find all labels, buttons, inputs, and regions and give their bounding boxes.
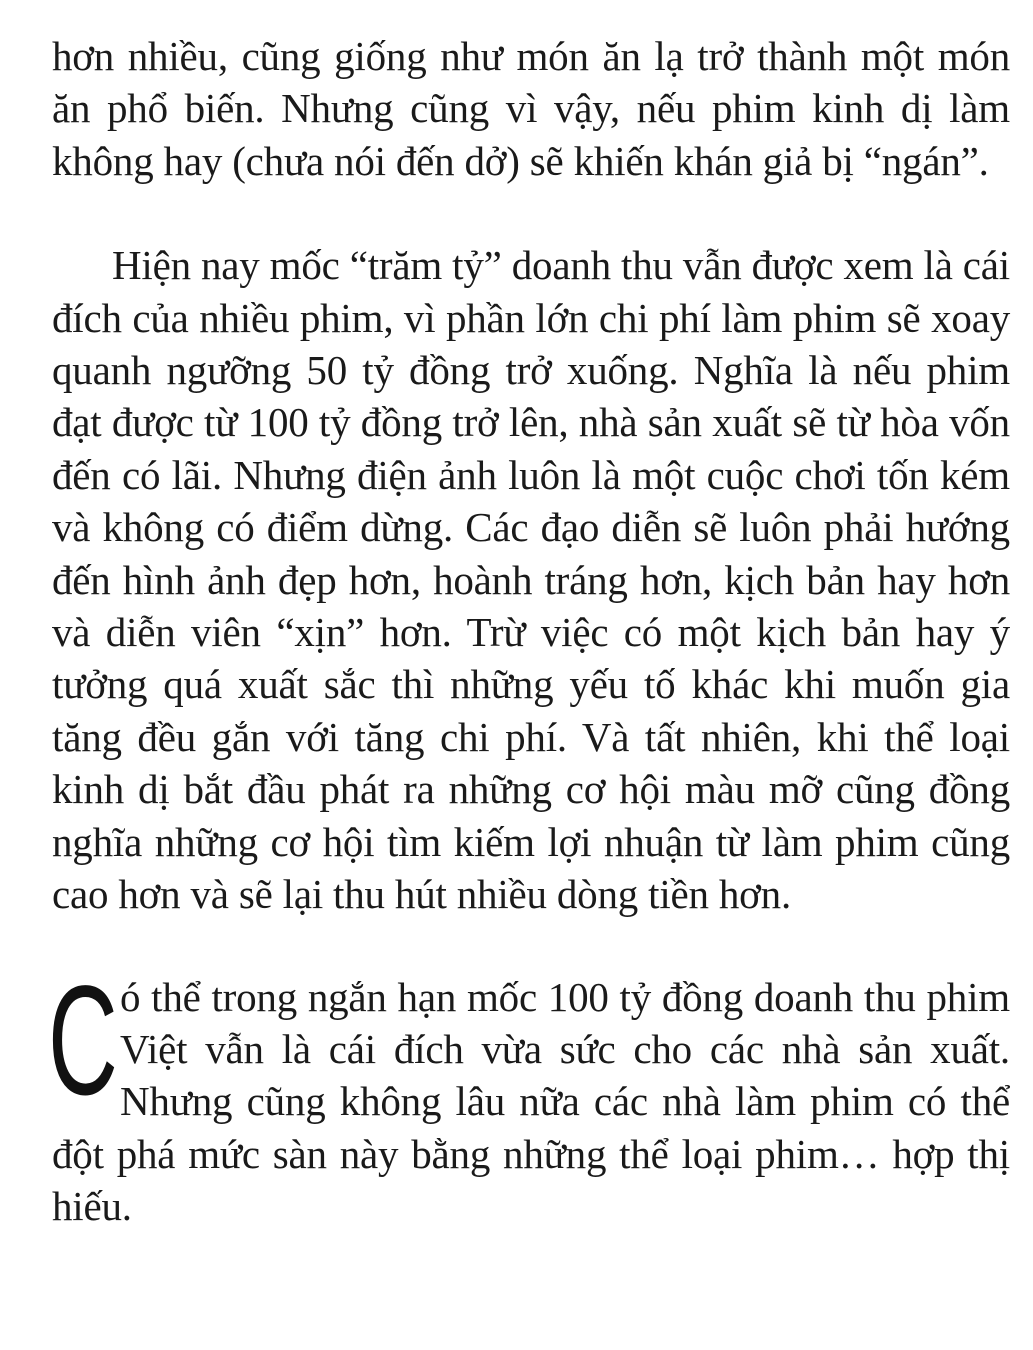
page-content xyxy=(48,30,1010,1233)
paragraph-1: hơn nhiều, cũng giống như món ăn lạ trở thành một món ăn phổ biến. Nhưng cũng vì vậy, nếu phim kinh dị làm không hay (chưa nói đến dở) sẽ khiến khán giả bị “ngán”. xyxy=(52,33,1010,184)
paragraph-2: Hiện nay mốc “trăm tỷ” doanh thu vẫn được xem là cái đích của nhiều phim, vì phần lớn chi phí làm phim sẽ xoay quanh ngưỡng 50 tỷ đồng trở xuống. Nghĩa là nếu phim đạt được từ 100 tỷ đồng trở lên, nhà sản xuất sẽ từ hòa vốn đến có lãi. Nhưng điện ảnh luôn là một cuộc chơi tốn kém và không có điểm dừng. Các đạo diễn sẽ luôn phải hướng đến hình ảnh đẹp hơn, hoành tráng hơn, kịch bản hay hơn và diễn viên “xịn” hơn. Trừ việc có một kịch bản hay ý tưởng quá xuất sắc thì những yếu tố khác khi muốn gia tăng đều gắn với tăng chi phí. Và tất nhiên, khi thể loại kinh dị bắt đầu phát ra những cơ hội màu mỡ cũng đồng nghĩa những cơ hội tìm kiếm lợi nhuận từ làm phim cũng cao hơn và sẽ lại thu hút nhiều dòng tiền hơn. xyxy=(52,242,1010,918)
paragraph-3-text: ó thể trong ngắn hạn mốc 100 tỷ đồng doanh thu phim Việt vẫn là cái đích vừa sức cho các nhà sản xuất. Nhưng cũng không lâu nữa các nhà làm phim có thể đột phá mức sàn này bằng những thể loại phim… hợp thị hiếu. xyxy=(52,973,1010,1230)
paragraph-3 xyxy=(48,953,1010,1233)
drop-cap-letter: C xyxy=(48,953,118,1128)
